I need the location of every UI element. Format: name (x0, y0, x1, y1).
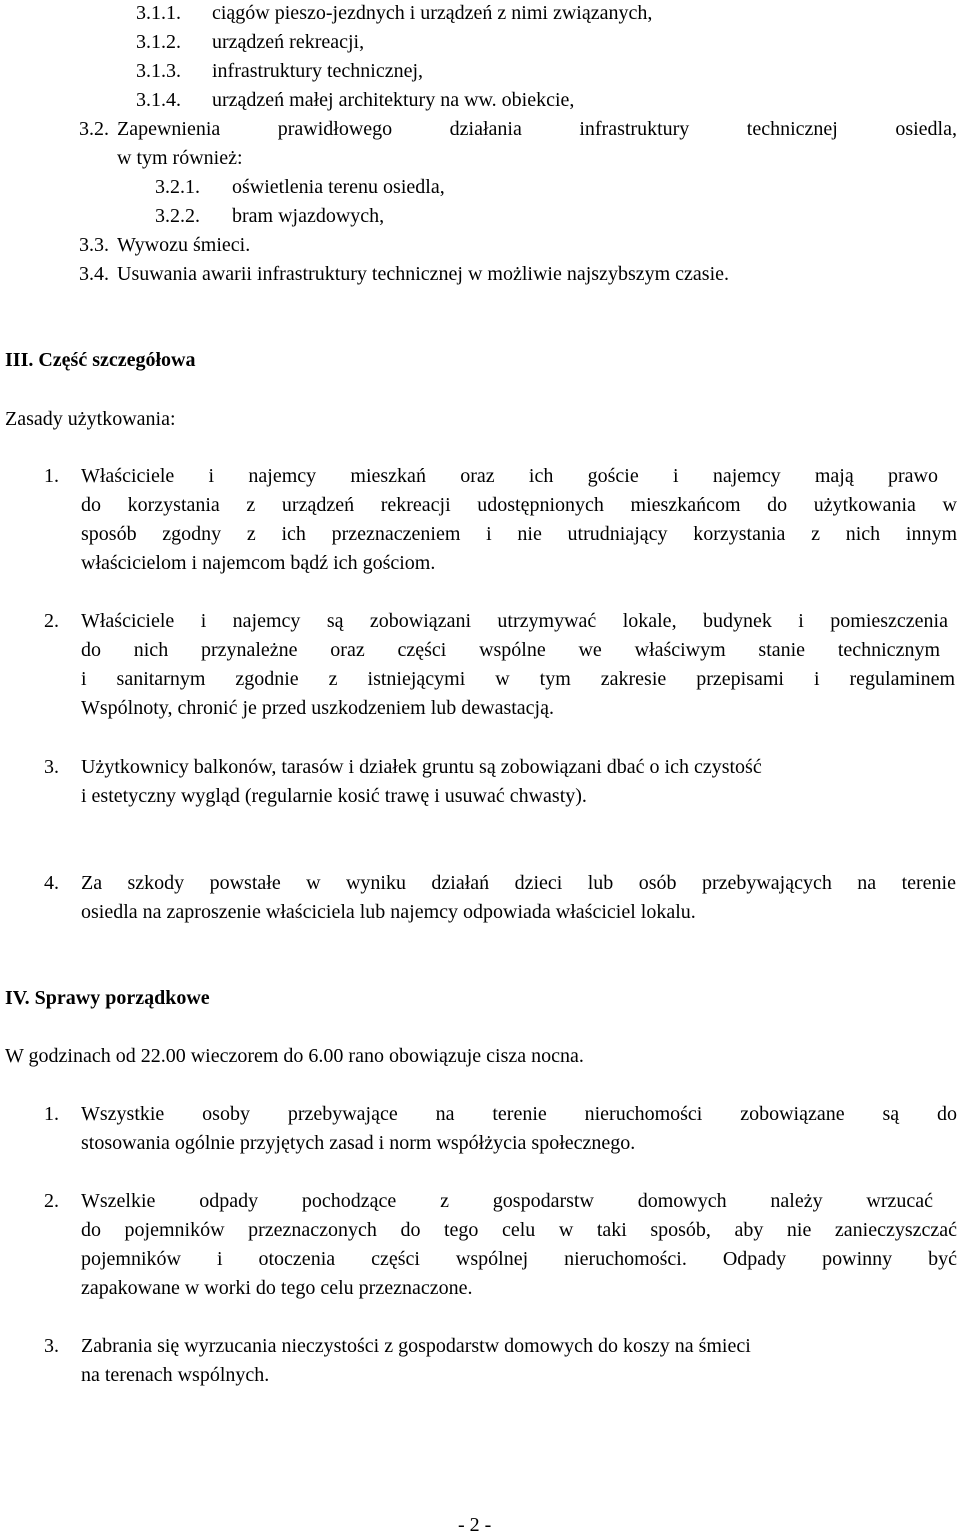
paragraph-line: Właściciele i najemcy mieszkań oraz ich goście i najemcy mają prawo (81, 465, 938, 487)
paragraph-line: Wszelkie odpady pochodzące z gospodarstw domowych należy wrzucać (81, 1190, 933, 1212)
paragraph-line: stosowania ogólnie przyjętych zasad i norm współżycia społecznego. (81, 1132, 636, 1154)
page-number: - 2 - (458, 1514, 492, 1536)
outline-number: 3.4. (79, 263, 109, 285)
paragraph-line: Zabrania się wyrzucania nieczystości z gospodarstw domowych do koszy na śmieci (81, 1335, 751, 1357)
outline-text-continued: w tym również: (117, 147, 243, 169)
outline-text: Usuwania awarii infrastruktury technicznej w możliwie najszybszym czasie. (117, 263, 730, 285)
outline-number: 3.1.3. (136, 60, 181, 82)
paragraph-line: Właściciele i najemcy są zobowiązani utrzymywać lokale, budynek i pomieszczenia (81, 610, 948, 632)
outline-number: 3.2.1. (155, 176, 200, 198)
outline-text: urządzeń małej architektury na ww. obiekcie, (212, 89, 575, 111)
paragraph-number: 1. (44, 465, 59, 487)
section-heading-4: IV. Sprawy porządkowe (5, 987, 210, 1009)
outline-text: oświetlenia terenu osiedla, (232, 176, 445, 198)
outline-text: Wywozu śmieci. (117, 234, 251, 256)
paragraph-line: Użytkownicy balkonów, tarasów i działek gruntu są zobowiązani dbać o ich czystość (81, 756, 762, 778)
paragraph-number: 1. (44, 1103, 59, 1125)
paragraph-line: Wspólnoty, chronić je przed uszkodzeniem lub dewastacją. (81, 697, 554, 719)
section-heading-3: III. Część szczegółowa (5, 349, 196, 371)
paragraph-number: 3. (44, 1335, 59, 1357)
quiet-hours-statement: W godzinach od 22.00 wieczorem do 6.00 rano obowiązuje cisza nocna. (5, 1045, 584, 1067)
outline-text: Zapewnienia prawidłowego działania infrastruktury technicznej osiedla, (117, 118, 957, 140)
outline-number: 3.2. (79, 118, 109, 140)
paragraph-line: i sanitarnym zgodnie z istniejącymi w tym zakresie przepisami i regulaminem (81, 668, 955, 690)
paragraph-line: osiedla na zaproszenie właściciela lub najemcy odpowiada właściciel lokalu. (81, 901, 696, 923)
paragraph-line: pojemników i otoczenia części wspólnej nieruchomości. Odpady powinny być (81, 1248, 957, 1270)
outline-number: 3.3. (79, 234, 109, 256)
paragraph-number: 2. (44, 1190, 59, 1212)
paragraph-line: sposób zgodny z ich przeznaczeniem i nie utrudniający korzystania z nich innym (81, 523, 957, 545)
outline-number: 3.1.4. (136, 89, 181, 111)
paragraph-line: do nich przynależne oraz części wspólne we właściwym stanie technicznym (81, 639, 940, 661)
paragraph-line: do korzystania z urządzeń rekreacji udostępnionych mieszkańcom do użytkowania w (81, 494, 957, 516)
paragraph-number: 4. (44, 872, 59, 894)
outline-text: ciągów pieszo-jezdnych i urządzeń z nimi związanych, (212, 2, 653, 24)
paragraph-number: 2. (44, 610, 59, 632)
outline-number: 3.1.1. (136, 2, 181, 24)
outline-number: 3.1.2. (136, 31, 181, 53)
outline-number: 3.2.2. (155, 205, 200, 227)
outline-text: bram wjazdowych, (232, 205, 385, 227)
paragraph-line: Wszystkie osoby przebywające na terenie nieruchomości zobowiązane są do (81, 1103, 957, 1125)
section-subheading: Zasady użytkowania: (5, 408, 176, 430)
paragraph-line: Za szkody powstałe w wyniku działań dzieci lub osób przebywających na terenie (81, 872, 956, 894)
paragraph-line: do pojemników przeznaczonych do tego celu w taki sposób, aby nie zanieczyszczać (81, 1219, 957, 1241)
outline-text: urządzeń rekreacji, (212, 31, 365, 53)
paragraph-line: zapakowane w worki do tego celu przeznaczone. (81, 1277, 473, 1299)
paragraph-line: na terenach wspólnych. (81, 1364, 270, 1386)
outline-text: infrastruktury technicznej, (212, 60, 424, 82)
paragraph-line: i estetyczny wygląd (regularnie kosić trawę i usuwać chwasty). (81, 785, 587, 807)
paragraph-line: właścicielom i najemcom bądź ich gościom. (81, 552, 436, 574)
paragraph-number: 3. (44, 756, 59, 778)
